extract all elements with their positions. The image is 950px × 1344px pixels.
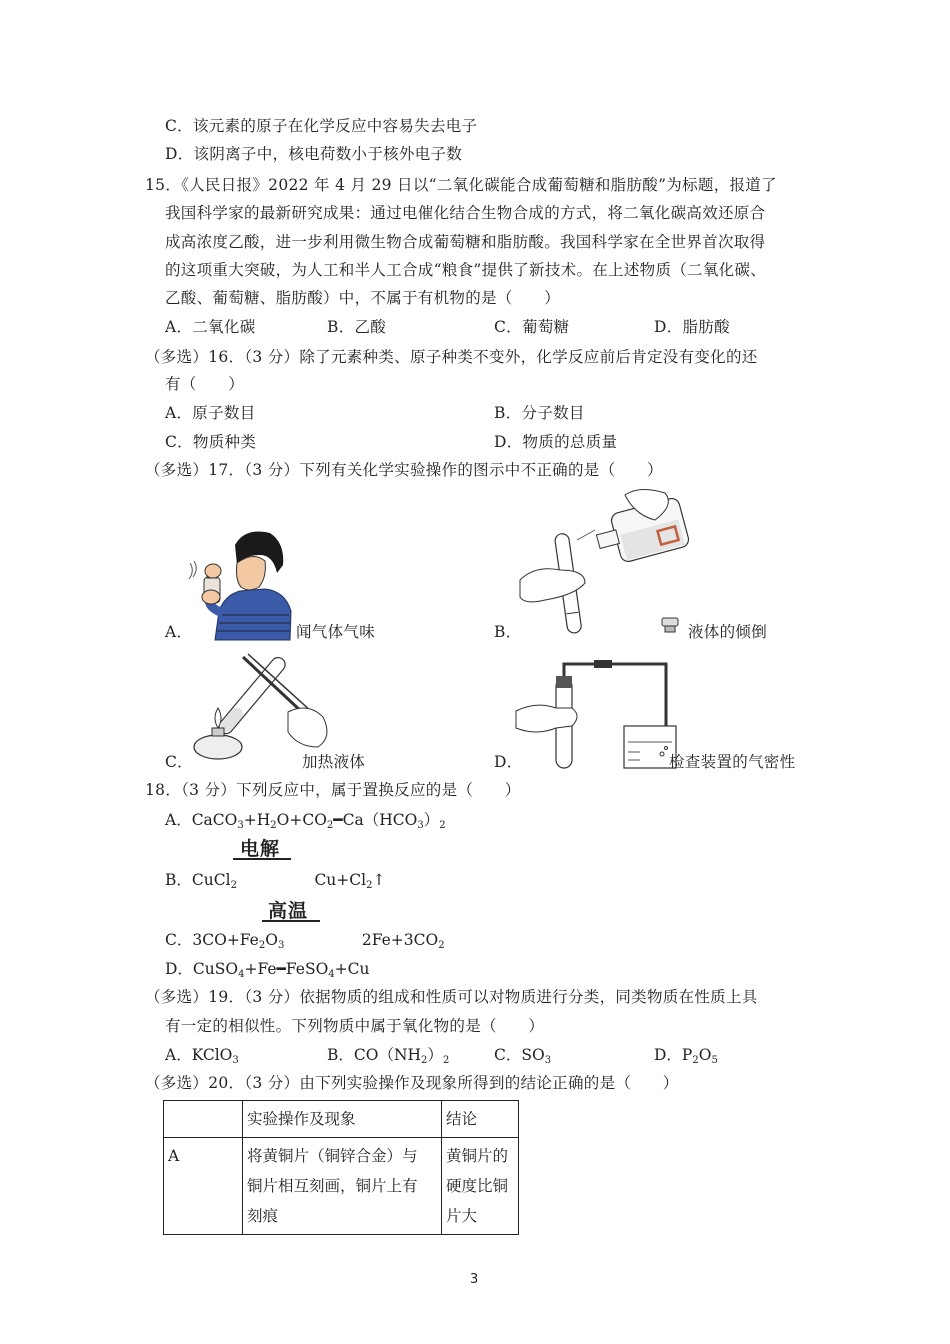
q17-option-b-caption: 液体的倾倒 xyxy=(688,623,768,641)
q16-option-a: A．原子数目 xyxy=(165,404,256,422)
q18-option-b: B．CuCl$_2$ $Cu+Cl_2↑$ xyxy=(165,871,386,891)
reaction-arrow-bar-c xyxy=(262,920,320,922)
q18-option-c: C．$3CO+Fe_2O_3$ $2Fe+3CO_2$ xyxy=(165,931,445,951)
q19-option-c: C．$SO_3$ xyxy=(494,1046,552,1066)
conclusion-cell xyxy=(442,1138,519,1235)
q16-option-d: D．物质的总质量 xyxy=(494,433,618,451)
operation-line: 刻痕 xyxy=(247,1207,279,1225)
q19-option-a: A．KClO$_3$ xyxy=(165,1046,239,1066)
electrolysis-condition: 电解 xyxy=(240,838,281,860)
q16-stem-line-2: 有（ ） xyxy=(165,375,245,393)
q14-option-c: C．该元素的原子在化学反应中容易失去电子 xyxy=(165,117,478,135)
q15-stem-line-2: 我国科学家的最新研究成果：通过电催化结合生物合成的方式，将二氧化碳高效还原合 xyxy=(165,204,766,222)
q15-option-c: C．葡萄糖 xyxy=(494,318,570,336)
row-label: A xyxy=(164,1138,243,1235)
table-row xyxy=(164,1138,519,1235)
q16-option-b: B．分子数目 xyxy=(494,404,585,422)
operation-cell xyxy=(243,1138,442,1235)
q15-stem-line-4: 的这项重大突破，为人工和半人工合成“粮食”提供了新技术。在上述物质（二氧化碳、 xyxy=(165,261,767,279)
q18-option-a: A．$CaCO_3+H_2O+CO_2━Ca(HCO_3)_2$ xyxy=(165,811,446,831)
q20-stem: （多选）20．（3 分）由下列实验操作及现象所得到的结论正确的是（ ） xyxy=(145,1074,679,1092)
q18-stem: 18．（3 分）下列反应中，属于置换反应的是（ ） xyxy=(145,781,521,799)
q15-stem-line-3: 成高浓度乙酸，进一步利用微生物合成葡萄糖和脂肪酸。我国科学家在全世界首次取得 xyxy=(165,233,766,251)
q17-option-c-letter: C． xyxy=(165,753,193,771)
q17-stem: （多选）17．（3 分）下列有关化学实验操作的图示中不正确的是（ ） xyxy=(145,461,663,479)
table-header-row xyxy=(164,1101,519,1138)
operation-line: 将黄铜片（铜锌合金）与 xyxy=(247,1147,418,1165)
q17-option-d-letter: D． xyxy=(494,753,523,771)
smell-gas-illustration xyxy=(185,525,295,640)
q16-stem-line-1: （多选）16．（3 分）除了元素种类、原子种类不变外，化学反应前后肯定没有变化的还 xyxy=(145,348,758,366)
q17-option-d-caption: 检查装置的气密性 xyxy=(669,753,796,771)
q19-option-b: B．$CO(NH_2)_2$ xyxy=(327,1046,450,1066)
reaction-arrow-bar-b xyxy=(233,858,291,860)
pour-liquid-illustration xyxy=(515,485,695,640)
high-temp-condition: 高温 xyxy=(268,900,309,922)
q15-option-a: A．二氧化碳 xyxy=(165,318,256,336)
q18-option-d: D．CuSO$_4$+Fe━FeSO$_4$+Cu xyxy=(165,960,370,980)
q15-option-d: D．脂肪酸 xyxy=(654,318,730,336)
heat-liquid-illustration xyxy=(188,652,348,762)
q15-stem-line-1: 15．《人民日报》2022 年 4 月 29 日以“二氧化碳能合成葡萄糖和脂肪酸”为标题，报道了 xyxy=(145,176,777,194)
q17-option-b-letter: B． xyxy=(494,623,522,641)
q19-option-d: D．$P_2O_5$ xyxy=(654,1046,718,1066)
conclusion-line: 片大 xyxy=(446,1207,478,1225)
q17-option-c-caption: 加热液体 xyxy=(302,753,366,771)
table-header-cell: 结论 xyxy=(442,1101,519,1138)
page-number: 3 xyxy=(470,1272,479,1287)
q17-option-a-letter: A． xyxy=(165,623,193,641)
airtightness-check-illustration xyxy=(516,656,686,771)
q17-option-a-caption: 闻气体气味 xyxy=(296,623,376,641)
q15-option-b: B．乙酸 xyxy=(327,318,387,336)
conclusion-line: 黄铜片的 xyxy=(446,1147,509,1165)
q19-stem-line-2: 有一定的相似性。下列物质中属于氧化物的是（ ） xyxy=(165,1017,545,1035)
conclusion-line: 硬度比铜 xyxy=(446,1177,509,1195)
table-header-cell: 实验操作及现象 xyxy=(243,1101,442,1138)
q19-stem-line-1: （多选）19．（3 分）依据物质的组成和性质可以对物质进行分类，同类物质在性质上具 xyxy=(145,988,758,1006)
q16-option-c: C．物质种类 xyxy=(165,433,257,451)
q14-option-d: D．该阴离子中，核电荷数小于核外电子数 xyxy=(165,145,463,163)
q20-table xyxy=(163,1100,519,1235)
operation-line: 铜片相互刻画，铜片上有 xyxy=(247,1177,418,1195)
table-header-cell xyxy=(164,1101,243,1138)
q15-stem-line-5: 乙酸、葡萄糖、脂肪酸）中，不属于有机物的是（ ） xyxy=(165,289,561,307)
